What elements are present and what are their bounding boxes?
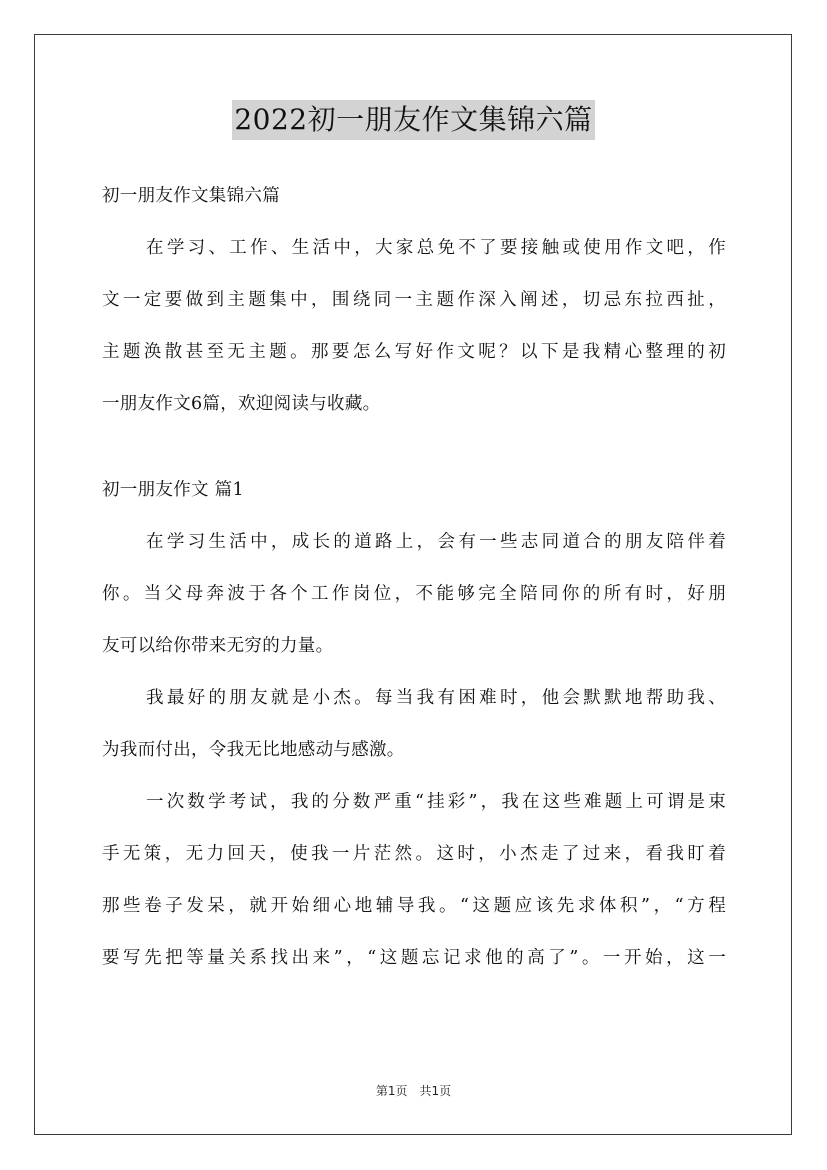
paragraph-line: 在学习、工作、生活中，大家总免不了要接触或使用作文吧，作 <box>146 238 726 258</box>
paragraph-line: 我最好的朋友就是小杰。每当我有困难时，他会默默地帮助我、 <box>146 688 726 708</box>
document-body <box>102 170 726 984</box>
body-paragraph-3 <box>102 776 726 984</box>
body-paragraph-1 <box>102 516 726 672</box>
paragraph-line: 手无策，无力回天，使我一片茫然。这时，小杰走了过来，看我盯着 <box>102 844 726 864</box>
paragraph-line: 主题涣散甚至无主题。那要怎么写好作文呢？以下是我精心整理的初 <box>102 342 726 362</box>
paragraph-line: 友可以给你带来无穷的力量。 <box>102 636 334 656</box>
intro-paragraph <box>102 222 726 430</box>
paragraph-line: 你。当父母奔波于各个工作岗位，不能够完全陪同你的所有时，好朋 <box>102 584 726 604</box>
title-area <box>0 100 827 140</box>
paragraph-line: 为我而付出，令我无比地感动与感激。 <box>102 740 405 760</box>
body-paragraph-2 <box>102 672 726 776</box>
paragraph-line: 一次数学考试，我的分数严重“挂彩”，我在这些难题上可谓是束 <box>146 792 726 812</box>
section-gap <box>102 430 726 464</box>
paragraph-line: 在学习生活中，成长的道路上，会有一些志同道合的朋友陪伴着 <box>146 532 726 552</box>
paragraph-line: 要写先把等量关系找出来”，“这题忘记求他的高了”。一开始，这一 <box>102 948 726 968</box>
paragraph-line: 文一定要做到主题集中，围绕同一主题作深入阐述，切忌东拉西扯， <box>102 290 726 310</box>
document-title: 2022初一朋友作文集锦六篇 <box>232 100 594 140</box>
section-heading: 初一朋友作文 篇1 <box>102 480 244 500</box>
paragraph-line: 一朋友作文6篇，欢迎阅读与收藏。 <box>102 394 381 414</box>
paragraph-line: 那些卷子发呆，就开始细心地辅导我。“这题应该先求体积”，“方程 <box>102 896 726 916</box>
intro-heading: 初一朋友作文集锦六篇 <box>102 186 280 206</box>
page-number-footer: 第1页 共1页 <box>375 1084 452 1098</box>
